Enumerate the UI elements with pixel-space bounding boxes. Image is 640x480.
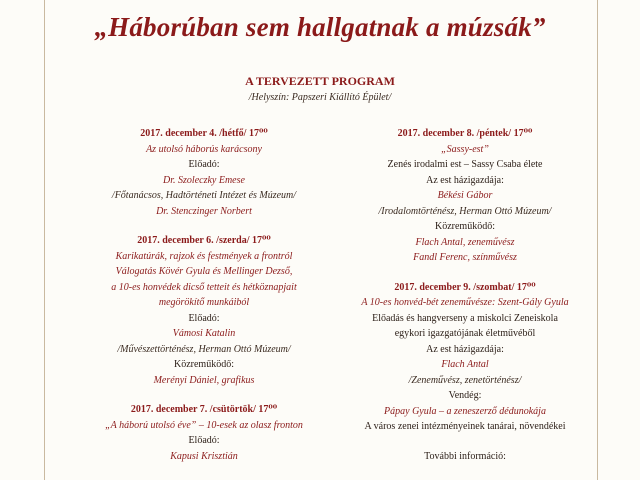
event-line: Kapusi Krisztián	[170, 450, 238, 462]
event-line: Előadó:	[188, 435, 220, 446]
event-date: 2017. december 9. /szombat/ 17⁰⁰	[394, 281, 536, 293]
event-line: Merényi Dániel, grafikus	[153, 374, 255, 386]
event-line: Az est házigazdája:	[426, 174, 504, 186]
event-line: Békési Gábor	[437, 190, 493, 201]
event-line: Flach Antal, zeneművész	[415, 236, 515, 248]
event-line: /Főtanácsos, Hadtörténeti Intézet és Múzeum/	[111, 190, 297, 201]
event-block	[340, 449, 590, 465]
event-line: Karikatúrák, rajzok és festmények a frontról	[115, 250, 293, 262]
event-line: Flach Antal	[441, 359, 489, 370]
event-line: „Sassy-est”	[441, 143, 489, 155]
event-line: További információ:	[424, 450, 506, 462]
event-block	[340, 126, 590, 266]
event-line: „A háború utolsó éve” – 10-esek az olasz fronton	[105, 419, 303, 431]
right-column	[340, 126, 590, 464]
event-block	[74, 126, 334, 219]
event-line: A város zenei intézményeinek tanárai, növendékei	[364, 421, 566, 432]
event-line: Vámosi Katalin	[172, 328, 236, 339]
event-block	[74, 233, 334, 388]
event-line: Az utolsó háborús karácsony	[146, 143, 262, 155]
event-line: Előadó:	[188, 312, 220, 324]
left-column	[74, 126, 334, 464]
event-line: Közreműködő:	[435, 221, 495, 232]
event-line: Előadás és hangverseny a miskolci Zeneiskola	[372, 312, 558, 324]
event-line: A 10-es honvéd-bét zeneművésze: Szent-Gály Gyula	[361, 297, 569, 308]
program-heading: A TERVEZETT PROGRAM	[245, 74, 395, 88]
event-date: 2017. december 4. /hétfő/ 17⁰⁰	[140, 128, 268, 139]
event-line: Dr. Szoleczky Emese	[163, 174, 245, 186]
event-block	[74, 402, 334, 464]
event-line: a 10-es honvédek dicső tetteit és hétköznapjait	[111, 281, 297, 293]
event-line: Zenés irodalmi est – Sassy Csaba élete	[387, 159, 543, 170]
event-date: 2017. december 6. /szerda/ 17⁰⁰	[137, 235, 271, 246]
event-line: egykori igazgatójának életművéből	[394, 328, 536, 339]
event-line: Előadó:	[188, 159, 220, 170]
event-line: Válogatás Kövér Gyula és Mellinger Dezső,	[115, 266, 293, 277]
event-line: /Művészettörténész, Herman Ottó Múzeum/	[117, 343, 291, 355]
poster-title: „Háborúban sem hallgatnak a múzsák”	[94, 12, 546, 42]
event-date: 2017. december 7. /csütörtök/ 17⁰⁰	[130, 404, 278, 415]
event-line: Fandl Ferenc, színművész	[413, 252, 517, 263]
event-line: Pápay Gyula – a zeneszerző dédunokája	[384, 405, 546, 417]
event-line: Dr. Stenczinger Norbert	[156, 205, 252, 217]
venue-line: /Helyszín: Papszeri Kiállító Épület/	[248, 92, 392, 103]
event-block	[340, 280, 590, 435]
event-date: 2017. december 8. /péntek/ 17⁰⁰	[397, 128, 533, 139]
event-line: Közreműködő:	[174, 359, 234, 370]
event-line: /Irodalomtörténész, Herman Ottó Múzeum/	[378, 205, 552, 217]
event-line: megörökítő munkáiból	[158, 297, 250, 308]
event-line: /Zeneművész, zenetörténész/	[408, 374, 522, 386]
event-line: Az est házigazdája:	[426, 343, 504, 355]
event-line: Vendég:	[448, 390, 482, 401]
